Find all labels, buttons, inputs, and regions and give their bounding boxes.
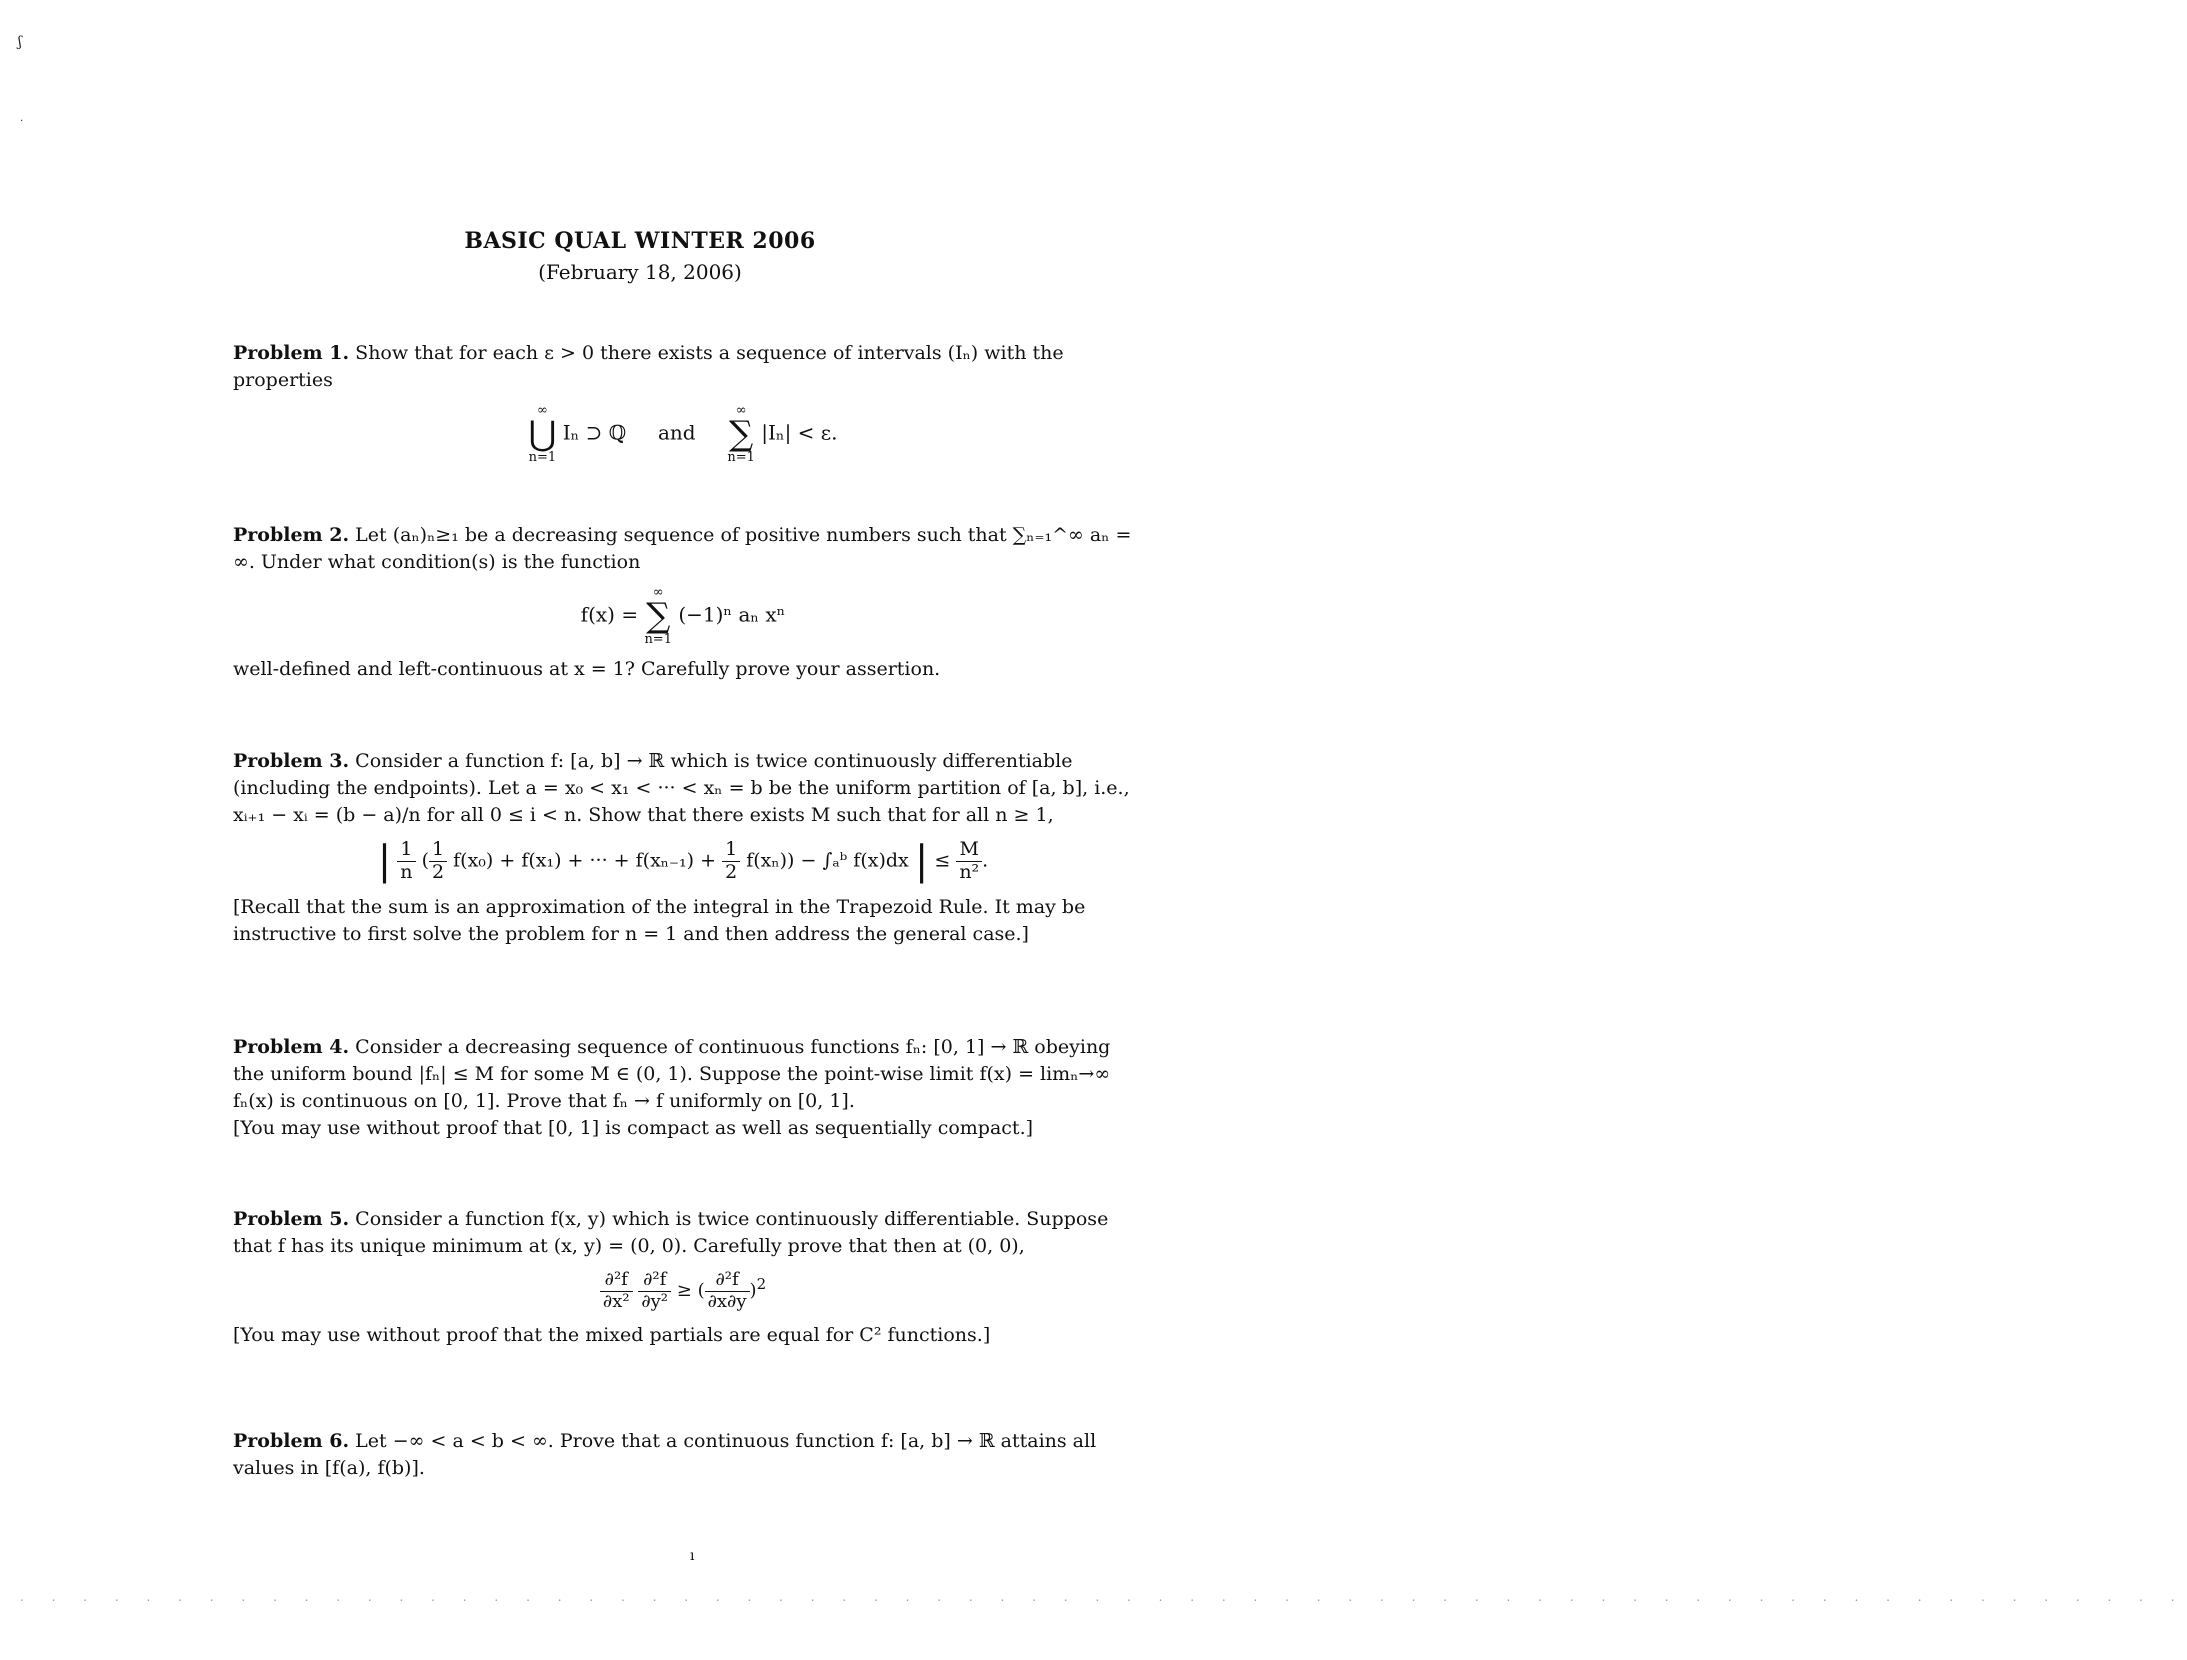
problem-text: Consider a function f(x, y) which is twice continuously differentiable. Suppose that f has its unique minimum at (x, y) = (0, 0). Carefully prove that then at (0, 0),	[233, 1208, 1109, 1257]
scan-noise: . . . . . . . . . . . . . . . . . . . . . . . . . . . . . . . . . . . . . . . . . . . . . . . . . . . . . . . . . . . . . . . . . . . . .	[20, 1590, 2187, 1604]
problem-text: Consider a function f: [a, b] → ℝ which is twice continuously differentiable (including the endpoints). Let a = x₀ < x₁ < ··· < xₙ = b be the uniform partition of [a, b], i.e., xᵢ₊₁ − xᵢ = (b − a)/n for all 0 ≤ i < n. Show that there exists M such that for all n ≥ 1,	[233, 750, 1130, 826]
problem-4	[233, 1034, 1133, 1142]
problem-text: Consider a decreasing sequence of continuous functions fₙ: [0, 1] → ℝ obeying the uniform bound |fₙ| ≤ M for some M ∈ (0, 1). Suppose the point-wise limit f(x) = limₙ→∞ fₙ(x) is continuous on [0, 1]. Prove that fₙ → f uniformly on [0, 1].	[233, 1036, 1111, 1112]
union-operator: ∞ ⋃ n=1	[528, 403, 557, 465]
fraction: $\frac{\text{∂²f}}{\text{∂x²}}$	[600, 1270, 633, 1312]
problem-note: [You may use without proof that the mixed partials are equal for C² functions.]	[233, 1324, 991, 1347]
problem-note: [Recall that the sum is an approximation of the integral in the Trapezoid Rule. It may be instructive to first solve the problem for n = 1 and then address the general case.]	[233, 895, 1086, 945]
exam-date: (February 18, 2006)	[538, 260, 742, 284]
problem-2	[233, 522, 1133, 683]
problem-label: Problem 1.	[233, 342, 350, 364]
page-title: BASIC QUAL WINTER 2006	[464, 228, 816, 254]
fraction: $\frac{1}{2}$	[722, 839, 740, 884]
fraction: $\frac{M}{\text{n²}}$	[956, 839, 982, 884]
page-mark: ı	[690, 1548, 695, 1564]
problem-3	[233, 748, 1133, 948]
equation: | $\frac{1}{n}$ ( $\frac{1}{2}$ f(x₀) + f(x₁) + ··· + f(xₙ₋₁) + $\frac{1}{2}$ f(xₙ)) − ∫ₐᵇ f(x)dx | ≤ $\frac{M}{\text{n²}}$ .	[377, 837, 989, 884]
problem-5	[233, 1206, 1133, 1349]
problem-text-after: well-defined and left-continuous at x = 1? Carefully prove your assertion.	[233, 658, 941, 680]
fraction: $\frac{\text{∂²f}}{\text{∂y²}}$	[638, 1270, 671, 1312]
header	[0, 228, 1280, 284]
fraction: $\frac{\text{∂²f}}{\partial x\partial y}$	[705, 1270, 750, 1312]
problem-label: Problem 6.	[233, 1430, 350, 1452]
scan-speck: ʃ	[18, 34, 22, 50]
fraction: $\frac{1}{n}$	[397, 839, 415, 884]
equation: f(x) = ∞ ∑ n=1 (−1)ⁿ aₙ xⁿ	[580, 585, 786, 647]
problem-text: Show that for each ε > 0 there exists a sequence of intervals (Iₙ) with the properties	[233, 342, 1064, 391]
fraction: $\frac{1}{2}$	[429, 839, 447, 884]
problem-text: Let −∞ < a < b < ∞. Prove that a continuous function f: [a, b] → ℝ attains all values in [f(a), f(b)].	[233, 1430, 1097, 1479]
sum-operator: ∞ ∑ n=1	[727, 403, 755, 465]
equation: $\frac{\text{∂²f}}{\text{∂x²}}$ $\frac{\text{∂²f}}{\text{∂y²}}$ ≥ ( $\frac{\text{∂²f}}{\partial x\partial y}$ )$^2$	[233, 1270, 1133, 1312]
problem-label: Problem 5.	[233, 1208, 350, 1230]
equation: ∞ ⋃ n=1 Iₙ ⊃ ℚ and ∞ ∑ n=1 |Iₙ| < ε.	[528, 403, 838, 465]
problem-label: Problem 4.	[233, 1036, 350, 1058]
scan-speck: ·	[20, 116, 24, 127]
sum-operator: ∞ ∑ n=1	[644, 585, 672, 647]
problem-label: Problem 2.	[233, 524, 350, 546]
problem-1	[233, 340, 1133, 474]
problem-6	[233, 1428, 1133, 1482]
problem-text: Let (aₙ)ₙ≥₁ be a decreasing sequence of positive numbers such that ∑ₙ₌₁^∞ aₙ = ∞. Under what condition(s) is the function	[233, 524, 1132, 573]
problem-note: [You may use without proof that [0, 1] is compact as well as sequentially compact.]	[233, 1117, 1034, 1139]
problem-label: Problem 3.	[233, 750, 350, 772]
